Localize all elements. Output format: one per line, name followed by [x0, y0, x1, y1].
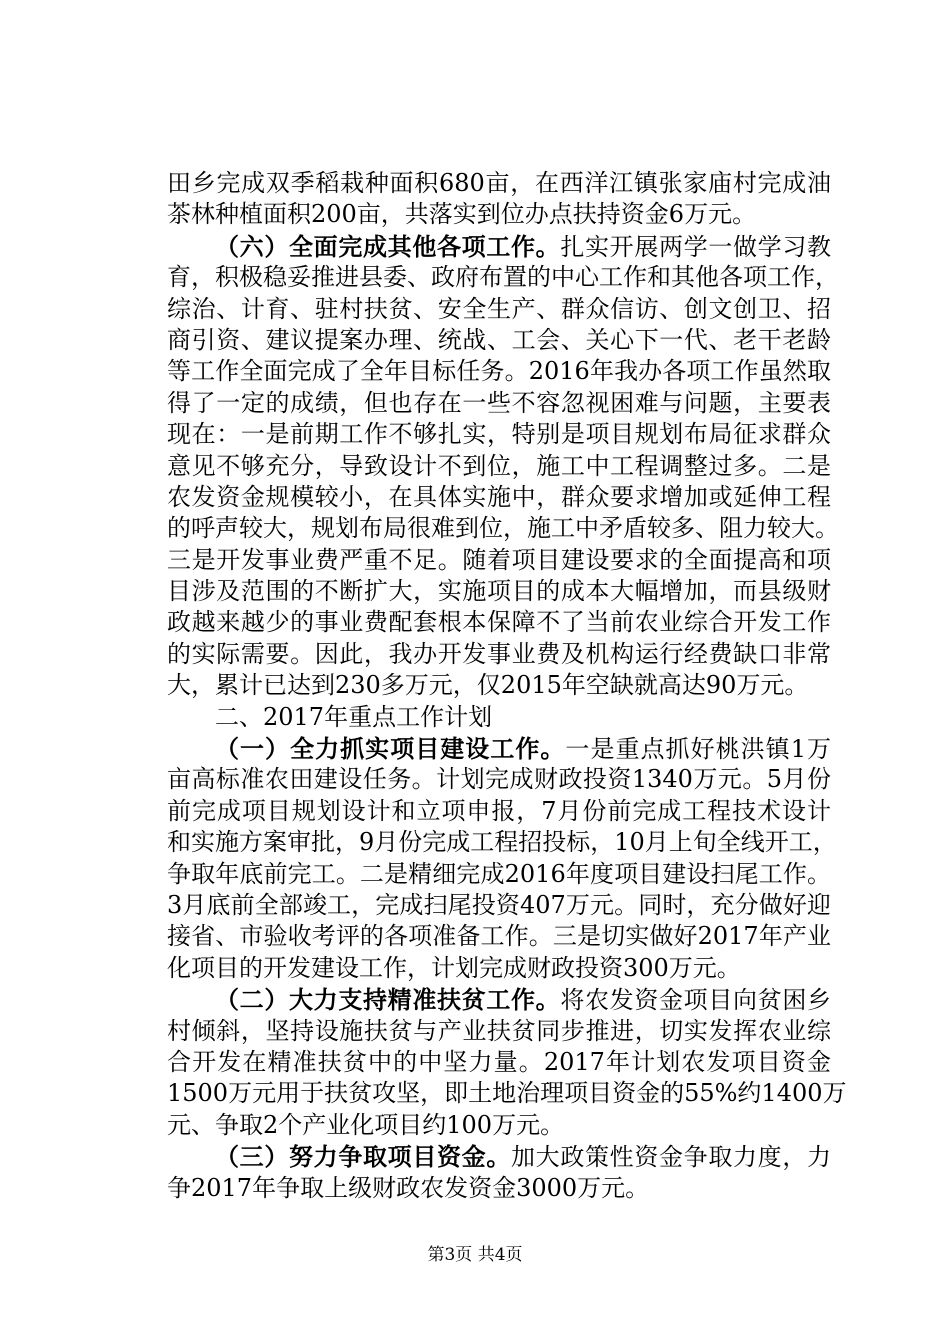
section-six-line: （六）全面完成其他各项工作。扎实开展两学一做学习教 — [215, 231, 832, 261]
text-line: 综治、计育、驻村扶贫、安全生产、群众信访、创文创卫、招 — [167, 294, 831, 323]
plan-one-line: （一）全力抓实项目建设工作。一是重点抓好桃洪镇1万 — [215, 734, 831, 764]
text-line: 村倾斜，坚持设施扶贫与产业扶贫同步推进，切实发挥农业综 — [167, 1016, 831, 1045]
text-line: 等工作全面完成了全年目标任务。2016年我办各项工作虽然取 — [167, 357, 831, 386]
text-line: 田乡完成双季稻栽种面积680亩，在西洋江镇张家庙村完成油 — [167, 169, 831, 197]
text-line: 合开发在精准扶贫中的中坚力量。2017年计划农发项目资金 — [167, 1047, 831, 1076]
text-line: 政越来越少的事业费配套根本保障不了当前农业综合开发工作 — [167, 608, 831, 637]
plan-three-heading: （三）努力争取项目资金。 — [215, 1142, 511, 1172]
plan-three-line: （三）努力争取项目资金。加大政策性资金争取力度，力 — [215, 1142, 831, 1172]
text-line: 元、争取2个产业化项目约100万元。 — [167, 1110, 565, 1139]
text-line: 接省、市验收考评的各项准备工作。三是切实做好2017年产业 — [167, 922, 831, 951]
text-line: 的呼声较大，规划布局很难到位，施工中矛盾较多、阻力较大。 — [167, 514, 839, 543]
text-line: 农发资金规模较小，在具体实施中，群众要求增加或延伸工程 — [167, 482, 831, 511]
text-line: 商引资、建议提案办理、统战、工会、关心下一代、老干老龄 — [167, 325, 831, 354]
text-line: 1500万元用于扶贫攻坚，即土地治理项目资金的55%约1400万 — [167, 1079, 847, 1108]
plan-two-line: （二）大力支持精准扶贫工作。将农发资金项目向贫困乡 — [215, 985, 832, 1015]
text-line: 争2017年争取上级财政农发资金3000万元。 — [167, 1173, 650, 1202]
section-two-heading: 二、2017年重点工作计划 — [215, 702, 493, 731]
page-number-footer: 第3页 共4页 — [427, 1245, 523, 1265]
text-line: 育，积极稳妥推进县委、政府布置的中心工作和其他各项工作， — [167, 263, 839, 292]
plan-one-heading: （一）全力抓实项目建设工作。 — [215, 734, 566, 764]
body-text — [167, 168, 847, 1204]
text-line: 三是开发事业费严重不足。随着项目建设要求的全面提高和项 — [167, 545, 831, 574]
text-line: 意见不够充分，导致设计不到位，施工中工程调整过多。二是 — [167, 451, 831, 480]
text-line: 大，累计已达到230多万元，仅2015年空缺就高达90万元。 — [167, 671, 809, 700]
text-line: 化项目的开发建设工作，计划完成财政投资300万元。 — [167, 953, 741, 982]
text-line: 得了一定的成绩，但也存在一些不容忽视困难与问题，主要表 — [167, 388, 831, 417]
text-line: 目涉及范围的不断扩大，实施项目的成本大幅增加，而县级财 — [167, 577, 831, 606]
text-line: 亩高标准农田建设任务。计划完成财政投资1340万元。5月份 — [167, 765, 831, 794]
text-line: 3月底前全部竣工，完成扫尾投资407万元。同时，充分做好迎 — [167, 890, 831, 919]
text-line: 茶林种植面积200亩，共落实到位办点扶持资金6万元。 — [167, 200, 757, 229]
text-line: 的实际需要。因此，我办开发事业费及机构运行经费缺口非常 — [167, 639, 831, 668]
text-line: 前完成项目规划设计和立项申报，7月份前完成工程技术设计 — [167, 796, 831, 825]
section-six-heading: （六）全面完成其他各项工作。 — [215, 231, 561, 261]
text-line: 争取年底前完工。二是精细完成2016年度项目建设扫尾工作。 — [167, 859, 831, 888]
plan-two-heading: （二）大力支持精准扶贫工作。 — [215, 985, 561, 1015]
text-line: 现在：一是前期工作不够扎实，特别是项目规划布局征求群众 — [167, 420, 831, 449]
text-line: 和实施方案审批，9月份完成工程招投标，10月上旬全线开工， — [167, 828, 837, 857]
